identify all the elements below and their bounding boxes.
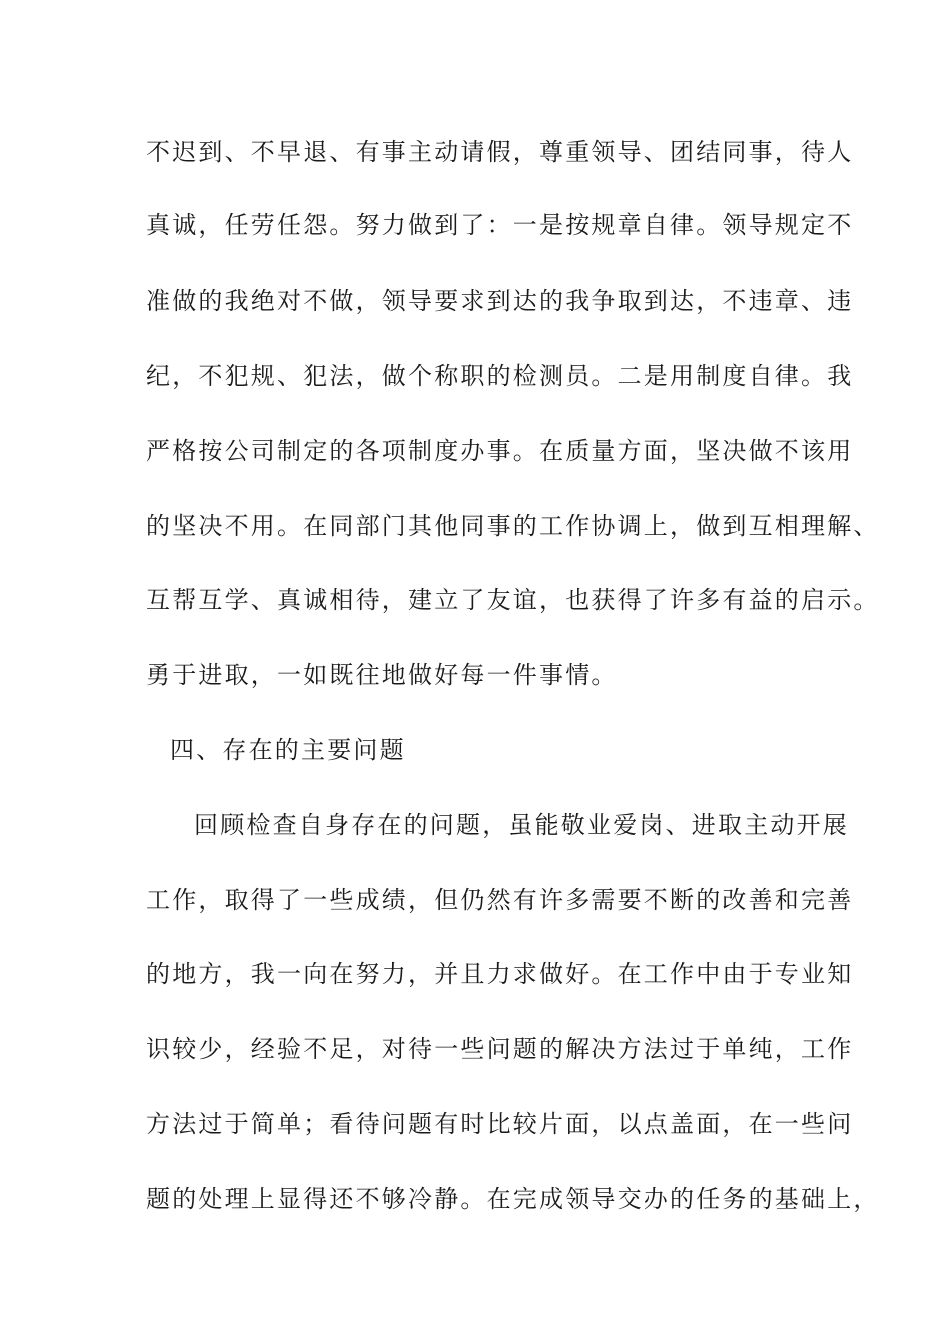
paragraph-line: 真诚，任劳任怨。努力做到了：一是按规章自律。领导规定不 bbox=[146, 211, 854, 239]
paragraph-line: 识较少，经验不足，对待一些问题的解决方法过于单纯，工作 bbox=[146, 1035, 854, 1063]
paragraph-line: 工作，取得了一些成绩，但仍然有许多需要不断的改善和完善 bbox=[146, 886, 854, 914]
paragraph-line: 回顾检查自身存在的问题，虽能敬业爱岗、进取主动开展 bbox=[194, 811, 849, 839]
paragraph-line: 准做的我绝对不做，领导要求到达的我争取到达，不违章、违 bbox=[146, 287, 854, 315]
paragraph-line: 方法过于简单；看待问题有时比较片面，以点盖面，在一些问 bbox=[146, 1110, 854, 1138]
paragraph-line: 勇于进取，一如既往地做好每一件事情。 bbox=[146, 661, 618, 689]
paragraph-line: 互帮互学、真诚相待，建立了友谊，也获得了许多有益的启示。 bbox=[146, 586, 880, 614]
section-heading: 四、存在的主要问题 bbox=[170, 736, 406, 764]
paragraph-line: 的地方，我一向在努力，并且力求做好。在工作中由于专业知 bbox=[146, 960, 854, 988]
paragraph-line: 不迟到、不早退、有事主动请假，尊重领导、团结同事，待人 bbox=[146, 138, 854, 166]
paragraph-line: 的坚决不用。在同部门其他同事的工作协调上，做到互相理解、 bbox=[146, 512, 880, 540]
paragraph-line: 题的处理上显得还不够冷静。在完成领导交办的任务的基础上， bbox=[146, 1185, 880, 1213]
paragraph-line: 纪，不犯规、犯法，做个称职的检测员。二是用制度自律。我 bbox=[146, 362, 854, 390]
paragraph-line: 严格按公司制定的各项制度办事。在质量方面，坚决做不该用 bbox=[146, 437, 854, 465]
